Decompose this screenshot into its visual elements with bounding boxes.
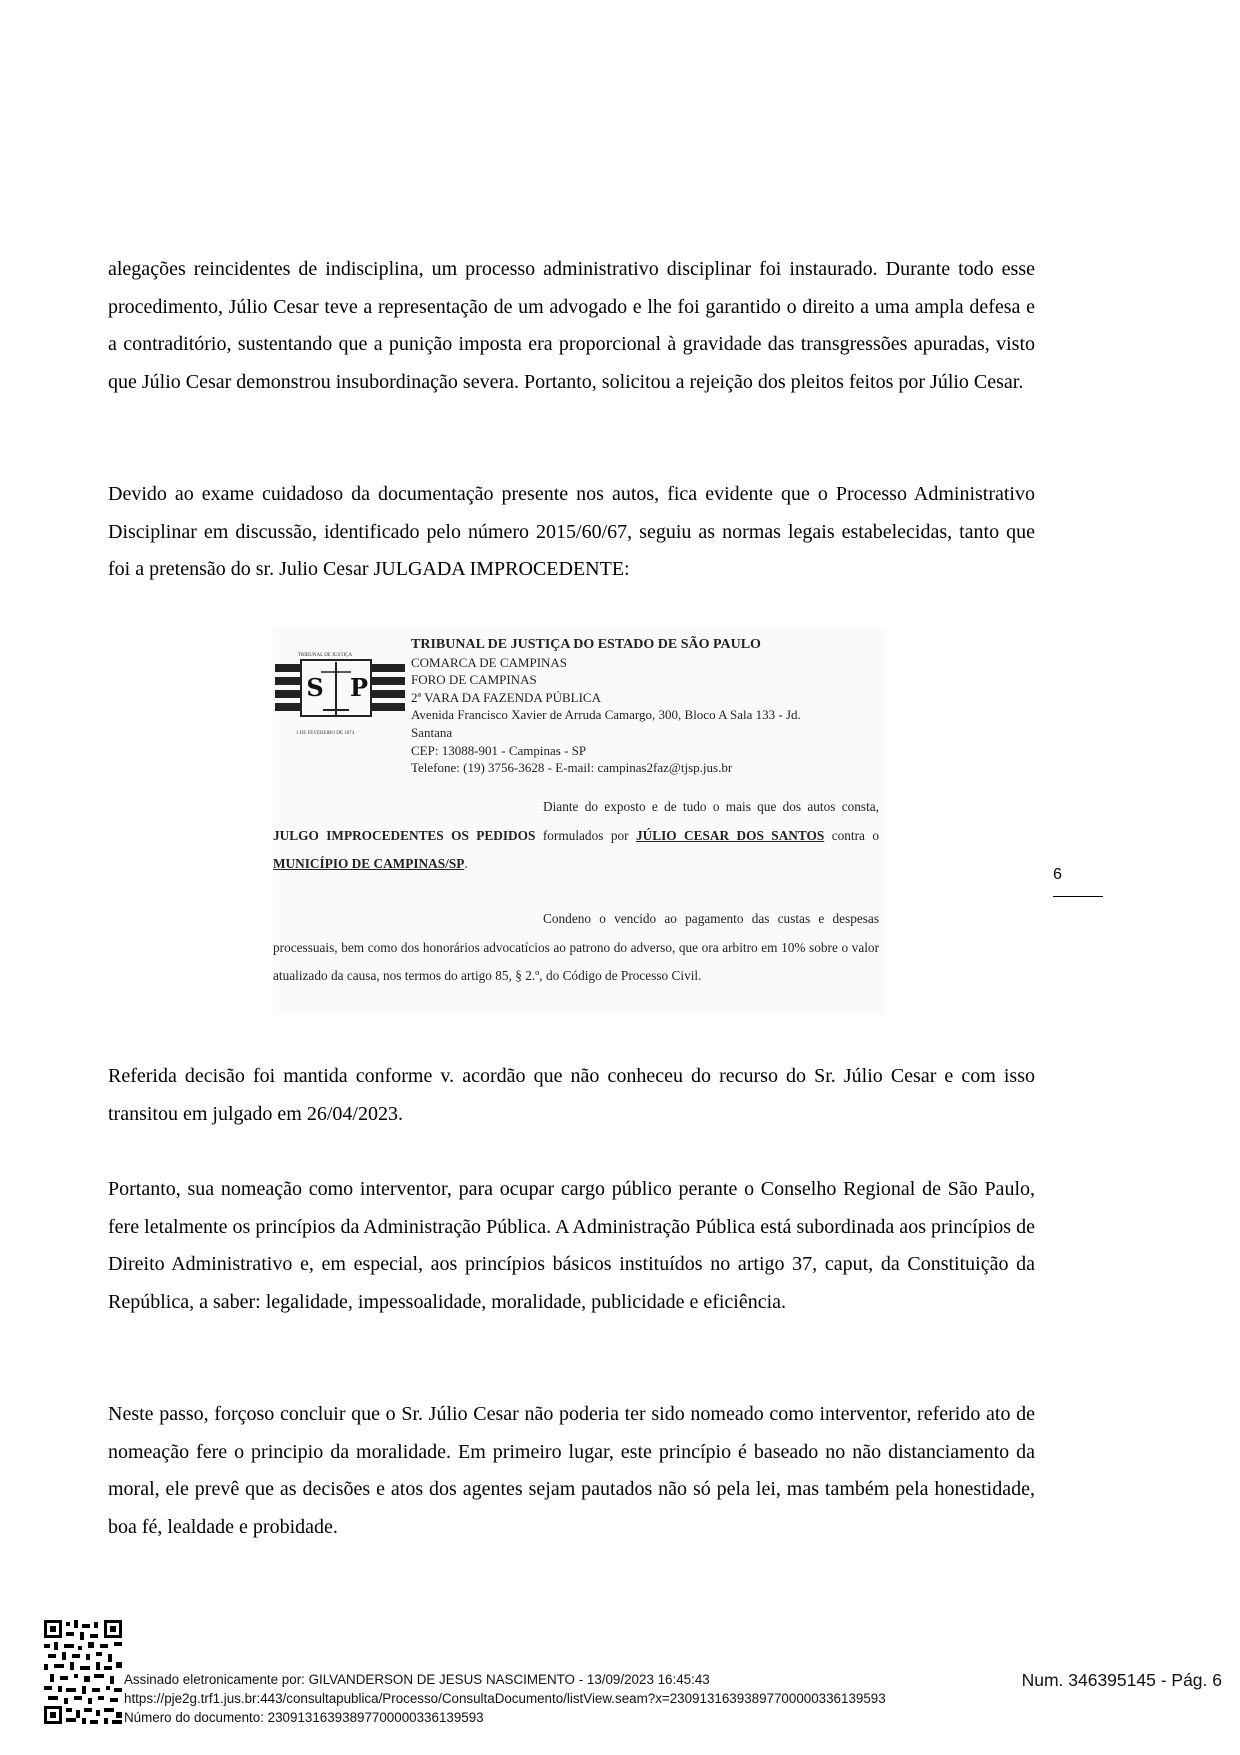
paragraph-5 — [108, 1396, 1035, 1546]
court-address-neighborhood: Santana — [411, 724, 453, 740]
decision-end: . — [464, 856, 468, 871]
decision-verdict: JULGO IMPROCEDENTES OS PEDIDOS — [273, 827, 536, 843]
court-contact: Telefone: (19) 3756-3628 - E-mail: campinas2faz@tjsp.jus.br — [411, 760, 733, 776]
court-header — [411, 636, 881, 777]
decision-formulated-by: formulados por — [542, 827, 629, 843]
court-address: Avenida Francisco Xavier de Arruda Camargo, 300, Bloco A Sala 133 - Jd. — [411, 707, 801, 723]
paragraph-1-text: alegações reincidentes de indisciplina, um processo administrativo disciplinar foi instaurado. Durante todo esse procedimento, Júlio Cesar teve a representação de um advogado e lhe foi garantido o direito a uma ampla defesa e a contraditório, sustentando que a punição imposta era proporcional à gravidade das transgressões apuradas, visto que Júlio Cesar demonstrou insubordinação severa. Portanto, solicitou a rejeição dos pleitos feitos por Júlio Cesar. — [108, 258, 1035, 393]
signature-line: Assinado eletronicamente por: GILVANDERSON DE JESUS NASCIMENTO - 13/09/2023 16:45:43 — [124, 1672, 710, 1687]
tjsp-coat-of-arms-icon — [275, 650, 405, 746]
paragraph-3 — [108, 1058, 1035, 1133]
court-decision-excerpt — [273, 628, 885, 1014]
decision-against: contra o — [831, 827, 880, 843]
court-title: TRIBUNAL DE JUSTIÇA DO ESTADO DE SÃO PAULO — [411, 637, 761, 652]
paragraph-5-text: Neste passo, forçoso concluir que o Sr. Júlio Cesar não poderia ter sido nomeado como interventor, referido ato de nomeação fere o principio da moralidade. Em primeiro lugar, este princípio é baseado no não distanciamento da moral, ele prevê que as decisões e atos dos agentes sejam pautados não só pela lei, mas também pela honestidade, boa fé, lealdade e probidade. — [108, 1403, 1035, 1538]
costs-text: Condeno o vencido ao pagamento das custas e despesas processuais, bem como dos honorários advocatícios ao patrono do adverso, que ora arbitro em 10% sobre o valor atualizado da causa, nos termos do artigo 85, § 2.º, do Código de Processo Civil. — [273, 911, 879, 983]
costs-paragraph — [273, 905, 879, 991]
document-url-link[interactable]: https://pje2g.trf1.jus.br:443/consultapublica/Processo/ConsultaDocumento/listView.seam?x=23091316393897700000336139593 — [124, 1691, 886, 1706]
decision-intro: Diante do exposto e de tudo o mais que dos autos consta, — [543, 799, 879, 814]
paragraph-4-text: Portanto, sua nomeação como interventor, para ocupar cargo público perante o Conselho Regional de São Paulo, fere letalmente os princípios da Administração Pública. A Administração Pública está subordinada aos princípios de Direito Administrativo e, em especial, aos princípios básicos instituídos no artigo 37, caput, da Constituição da República, a saber: legalidade, impessoalidade, moralidade, publicidade e eficiência. — [108, 1178, 1035, 1313]
signature-footer — [124, 1670, 886, 1727]
document-number: Número do documento: 23091316393897700000336139593 — [124, 1710, 484, 1725]
court-forum: FORO DE CAMPINAS — [411, 672, 537, 688]
svg-text:P: P — [349, 673, 369, 702]
paragraph-1 — [108, 251, 1035, 401]
logo-top-text: TRIBUNAL DE JUSTIÇA — [297, 653, 353, 658]
paragraph-3-text: Referida decisão foi mantida conforme v. acordão que não conheceu do recurso do Sr. Júlio Cesar e com isso transitou em julgado em 26/04/2023. — [108, 1065, 1035, 1125]
qr-code-icon[interactable] — [44, 1620, 122, 1724]
page-marker: 6 — [1053, 866, 1103, 897]
svg-text:S: S — [306, 673, 324, 702]
paragraph-4 — [108, 1171, 1035, 1321]
paragraph-2-text: Devido ao exame cuidadoso da documentação presente nos autos, fica evidente que o Processo Administrativo Disciplinar em discussão, identificado pelo número 2015/60/67, seguiu as normas legais estabelecidas, tanto que foi a pretensão do sr. Julio Cesar JULGADA IMPROCEDENTE: — [108, 483, 1035, 580]
decision-plaintiff: JÚLIO CESAR DOS SANTOS — [635, 827, 825, 843]
decision-paragraph — [273, 793, 879, 879]
court-district: COMARCA DE CAMPINAS — [411, 654, 568, 670]
court-division: 2ª VARA DA FAZENDA PÚBLICA — [411, 689, 601, 705]
paragraph-2 — [108, 476, 1035, 589]
decision-defendant: MUNICÍPIO DE CAMPINAS/SP — [273, 856, 465, 871]
logo-bottom-text: 1 DE FEVEREIRO DE 1874 — [295, 731, 355, 736]
court-zip: CEP: 13088-901 - Campinas - SP — [411, 742, 587, 758]
num-page-label: Num. 346395145 - Pág. 6 — [1021, 1670, 1222, 1690]
